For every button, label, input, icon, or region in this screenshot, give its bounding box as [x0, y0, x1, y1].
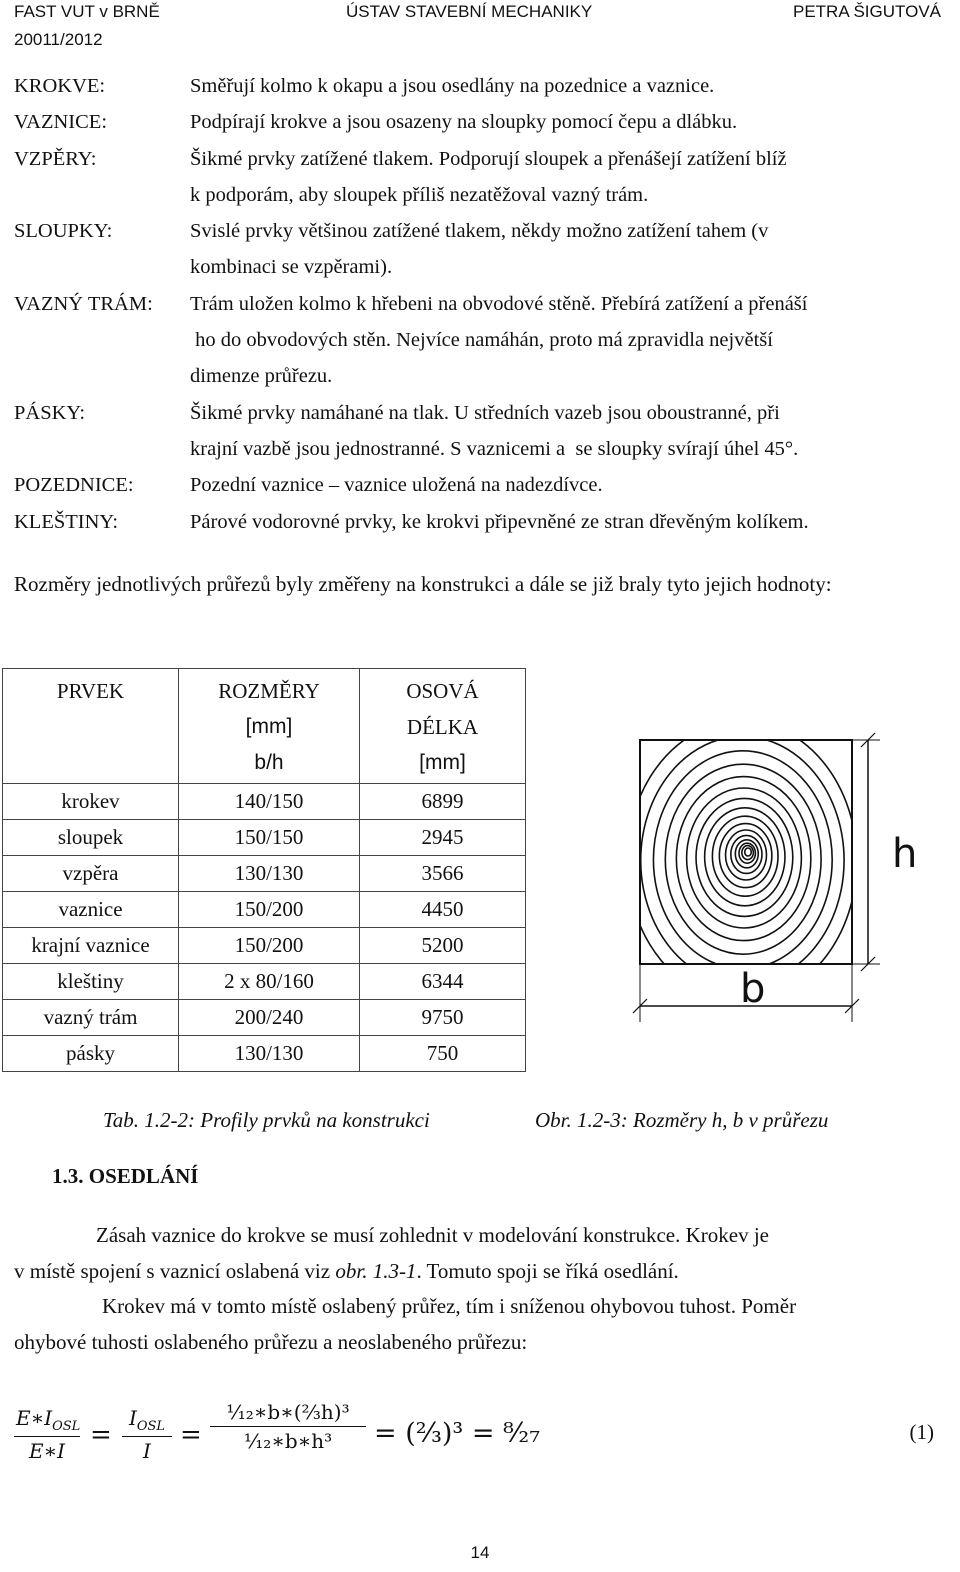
equation-number: (1): [909, 1420, 934, 1444]
table-cell: krokev: [3, 784, 179, 820]
table-cell: 5200: [360, 928, 526, 964]
table-cell: vzpěra: [3, 856, 179, 892]
fraction-moment-ratio: [122, 1406, 172, 1463]
table-header-osova-delka: [360, 669, 526, 784]
definition-text: k podporám, aby sloupek příliš nezatěžoval vazný trám.: [190, 183, 649, 206]
table-cell: 150/150: [179, 820, 360, 856]
intro-paragraph: Rozměry jednotlivých průřezů byly změřeny na konstrukci a dále se již braly tyto jejich hodnoty:: [14, 572, 832, 596]
fraction-formula: [210, 1400, 366, 1453]
definition-pasky: [14, 395, 954, 468]
definition-sloupky: [14, 213, 954, 286]
definition-vaznice: [14, 104, 954, 140]
definition-text: krajní vazbě jsou jednostranné. S vaznicemi a se sloupky svírají úhel 45°.: [190, 437, 799, 460]
definition-term: SLOUPKY:: [14, 220, 113, 243]
table-row: [3, 856, 526, 892]
figure-caption: Obr. 1.2-3: Rozměry h, b v průřezu: [535, 1108, 829, 1132]
table-cell: 2945: [360, 820, 526, 856]
table-cell: 750: [360, 1036, 526, 1072]
growth-ring: [653, 751, 832, 969]
definition-text: Šikmé prvky namáhané na tlak. U středních vazeb jsou oboustranné, při: [190, 401, 780, 424]
header-center: ÚSTAV STAVEBNÍ MECHANIKY: [346, 2, 593, 21]
dimension-label-h: h: [892, 831, 918, 877]
growth-rings: [630, 730, 857, 1001]
header-line: DÉLKA: [406, 715, 479, 739]
definition-text: dimenze průřezu.: [190, 365, 333, 388]
equals-sign: =: [90, 1420, 112, 1450]
header-right: PETRA ŠIGUTOVÁ: [793, 2, 942, 21]
table-cell: 150/200: [179, 928, 360, 964]
definition-term: VAZNÝ TRÁM:: [14, 292, 153, 315]
header-line: ROZMĚRY: [218, 679, 320, 703]
table-row: [3, 928, 526, 964]
table-header-rozmery: [179, 669, 360, 784]
table-cell: 3566: [360, 856, 526, 892]
math-text: E∗I: [28, 1439, 66, 1463]
definition-term: VZPĚRY:: [14, 147, 97, 170]
definition-text: Směřují kolmo k okapu a jsou osedlány na pozednice a vaznice.: [190, 75, 715, 97]
paragraph-line: [14, 1255, 944, 1288]
definition-klestiny: [14, 504, 954, 540]
table-cell: 140/150: [179, 784, 360, 820]
header-left-line2: 20011/2012: [14, 30, 103, 49]
cross-section-figure: [630, 730, 930, 1040]
profiles-table: [2, 668, 526, 1072]
table-cell: 200/240: [179, 1000, 360, 1036]
math-text: ¹⁄₁₂∗b∗h³: [243, 1429, 333, 1453]
table-cell: kleštiny: [3, 964, 179, 1000]
paragraph-text: Krokev má v tomto místě oslabený průřez, tím i sníženou ohybovou tuhost. Poměr: [102, 1294, 797, 1318]
growth-ring: [665, 764, 821, 954]
definition-text: Svislé prvky většinou zatížené tlakem, někdy možno zatížení tahem (v: [190, 220, 769, 243]
dimension-label-b: b: [740, 966, 766, 1012]
section-heading: 1.3. OSEDLÁNÍ: [52, 1164, 199, 1188]
table-cell: 6344: [360, 964, 526, 1000]
header-left-line1: FAST VUT v BRNĚ: [14, 2, 160, 21]
math-text: I: [143, 1439, 151, 1463]
table-cell: 130/130: [179, 856, 360, 892]
definitions-list: [14, 68, 954, 540]
table-header-row: [3, 669, 526, 784]
growth-ring: [630, 730, 857, 1001]
definition-text: kombinaci se vzpěrami).: [190, 256, 393, 279]
table-row: [3, 892, 526, 928]
paragraph-text: . Tomuto spoji se říká osedlání.: [416, 1259, 679, 1283]
definition-term: KLEŠTINY:: [14, 510, 119, 533]
table-caption: Tab. 1.2-2: Profily prvků na konstrukci: [103, 1108, 430, 1132]
table-cell: 130/130: [179, 1036, 360, 1072]
table-cell: sloupek: [3, 820, 179, 856]
table-cell: vaznice: [3, 892, 179, 928]
table-cell: vazný trám: [3, 1000, 179, 1036]
paragraph-text: ohybové tuhosti oslabeného průřezu a neoslabeného průřezu:: [14, 1330, 528, 1354]
table-cell: 6899: [360, 784, 526, 820]
paragraph-line: [102, 1290, 956, 1323]
definition-text: Podpírají krokve a jsou osazeny na sloupky pomocí čepu a dlábku.: [190, 111, 738, 134]
table-cell: 4450: [360, 892, 526, 928]
definition-term: KROKVE:: [14, 75, 106, 97]
paragraph-text: Zásah vaznice do krokve se musí zohlednit v modelování konstrukce. Krokev je: [96, 1223, 769, 1247]
math-text: I: [128, 1406, 137, 1430]
paragraph-line: [14, 1326, 944, 1359]
table-row: [3, 1036, 526, 1072]
table-header-prvek: PRVEK: [3, 669, 179, 784]
definition-text: Trám uložen kolmo k hřebeni na obvodové stěně. Přebírá zatížení a přenáší: [190, 292, 808, 315]
definition-text: Šikmé prvky zatížené tlakem. Podporují sloupek a přenášejí zatížení blíž: [190, 147, 787, 170]
paragraph-text: v místě spojení s vaznicí oslabená viz: [14, 1259, 336, 1283]
table-row: [3, 964, 526, 1000]
math-text: E∗I: [16, 1406, 53, 1430]
definition-vazny-tram: [14, 286, 954, 395]
growth-ring: [745, 848, 752, 856]
growth-ring: [712, 816, 778, 896]
header-line: [mm]: [419, 751, 466, 774]
definition-text: Pozední vaznice – vaznice uložená na nadezdívce.: [190, 474, 603, 497]
figure-reference: obr. 1.3-1: [335, 1259, 417, 1283]
fraction-stiffness-ratio: [14, 1406, 80, 1463]
table-row: [3, 784, 526, 820]
definition-vzpery: [14, 141, 954, 214]
paragraph-line: [96, 1219, 956, 1252]
definition-krokve: [14, 68, 954, 104]
header-line: b/h: [254, 751, 284, 774]
growth-ring: [705, 808, 785, 906]
definition-text: Párové vodorovné prvky, ke krokvi připevněné ze stran dřevěným kolíkem.: [190, 510, 809, 533]
equals-sign: =: [180, 1420, 202, 1450]
page-number: 14: [470, 1543, 490, 1562]
table-row: [3, 1000, 526, 1036]
definition-term: POZEDNICE:: [14, 474, 134, 497]
definition-text: ho do obvodových stěn. Nejvíce namáhán, proto má zpravidla největší: [190, 329, 773, 352]
header-line: OSOVÁ: [406, 679, 479, 703]
equation-result: = (²⁄₃)³ = ⁸⁄₂₇: [374, 1418, 541, 1449]
table-cell: krajní vaznice: [3, 928, 179, 964]
table-cell: pásky: [3, 1036, 179, 1072]
definition-pozednice: [14, 467, 954, 503]
math-subscript: OSL: [52, 1419, 81, 1434]
table-row: [3, 820, 526, 856]
table-cell: 2 x 80/160: [179, 964, 360, 1000]
math-text: ¹⁄₁₂∗b∗(²⁄₃h)³: [210, 1400, 366, 1427]
table-cell: 150/200: [179, 892, 360, 928]
definition-term: VAZNICE:: [14, 111, 108, 134]
table-cell: 9750: [360, 1000, 526, 1036]
definition-term: PÁSKY:: [14, 401, 86, 424]
math-subscript: OSL: [136, 1419, 166, 1434]
header-line: [mm]: [245, 715, 293, 738]
